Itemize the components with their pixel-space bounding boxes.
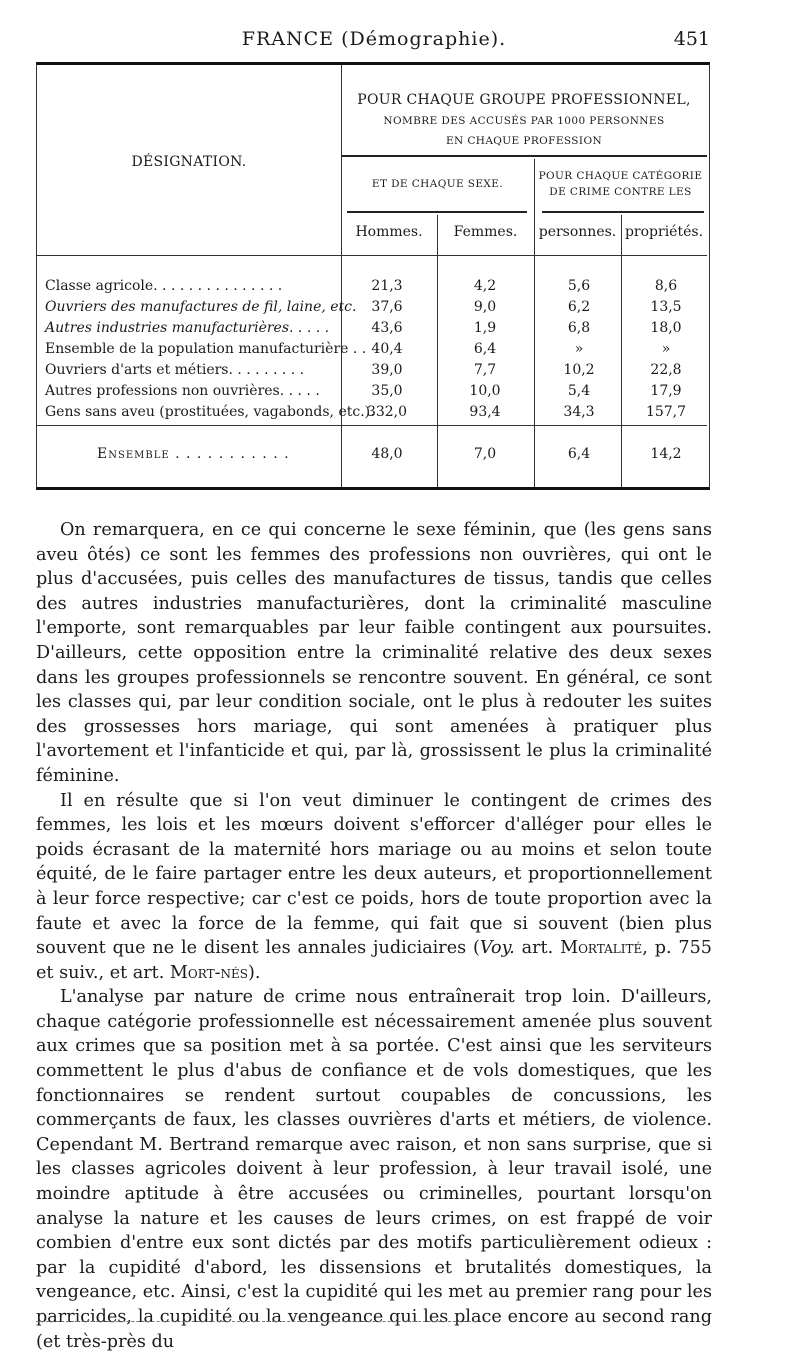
designation-header: DÉSIGNATION.	[131, 154, 247, 170]
crime-header-2: DE CRIME CONTRE LES	[549, 186, 692, 198]
value-femmes: 6,4	[473, 341, 497, 357]
value-personnes: 10,2	[563, 362, 595, 378]
value-hommes: 37,6	[371, 299, 403, 315]
group-subheader-2: EN CHAQUE PROFESSION	[445, 135, 603, 147]
value-hommes: 40,4	[371, 341, 403, 357]
paragraph-1: On remarquera, en ce qui concerne le sexe féminin, que (les gens sans aveu ôtés) ce sont les femmes des professions non ouvrières, qui ont le plus d'accusées, puis celles des manufactures de tissus, tandis que celles des autres industries manufacturières, dont la criminalité masculine l'emporte, sont remarquables par leur faible contingent aux poursuites. D'ailleurs, cette opposition entre la criminalité relative des deux sexes dans les groupes professionnels se rencontre souvent. En général, ce sont les classes qui, par leur condition sociale, ont le plus à redouter les suites des grossesses hors mariage, qui sont amenées à pratiquer plus l'avortement et l'infanticide et qui, par là, grossissent le plus la criminalité féminine.	[36, 520, 712, 786]
value-personnes: 34,3	[563, 404, 595, 420]
page-number: 451	[673, 28, 710, 50]
value-hommes: 332,0	[366, 404, 408, 420]
table-row	[37, 275, 709, 297]
value-proprietes: 157,7	[645, 404, 687, 420]
table-row	[37, 359, 709, 381]
table-hrule	[37, 425, 707, 426]
value-personnes: 6,2	[567, 299, 591, 315]
value-hommes: 35,0	[371, 383, 403, 399]
p2-text-c: , p. 755 et suiv., et art.	[36, 938, 713, 983]
row-label: Ensemble de la population manufacturière . .	[45, 341, 367, 357]
row-label: Classe agricole. . . . . . . . . . . . . . .	[45, 278, 283, 294]
row-label: Gens sans aveu (prostituées, vagabonds, etc.).	[45, 404, 375, 420]
total-hommes: 48,0	[371, 446, 403, 462]
column-header-hommes: Hommes.	[355, 224, 423, 240]
value-proprietes: 17,9	[650, 383, 682, 399]
footer-rule	[36, 1321, 476, 1322]
group-header: POUR CHAQUE GROUPE PROFESSIONNEL,	[357, 92, 691, 108]
column-header-personnes: personnes.	[538, 224, 617, 240]
row-label: Ouvriers d'arts et métiers. . . . . . . . .	[45, 362, 305, 378]
table-row	[37, 296, 709, 318]
p2-voy: Voy.	[479, 938, 515, 959]
paragraph-3: L'analyse par nature de crime nous entraînerait trop loin. D'ailleurs, chaque catégorie professionnelle est nécessairement amenée plus souvent aux crimes que sa position met à sa portée. C'est ainsi que les serviteurs commettent le plus d'abus de confiance et de vols domestiques, que les fonctionnaires se rendent surtout coupables de concussions, les commerçants de faux, les classes ouvrières d'arts et métiers, de violence. Cependant M. Bertrand remarque avec raison, et non sans surprise, que si les classes agricoles doivent à leur profession, à leur travail isolé, une moindre aptitude à être accusées ou criminelles, pourtant lorsqu'on analyse la nature et les causes de leurs crimes, on est frappé de voir combien d'entre eux sont dictés par des motifs particulièrement odieux : par la cupidité d'abord, les dissensions et brutalités domestiques, la vengeance, etc. Ainsi, c'est la cupidité qui les met au premier rang pour les parricides, la cupidité ou la vengeance qui les place encore au second rang (et très-près du	[36, 987, 712, 1352]
running-head	[38, 28, 710, 52]
column-header-femmes: Femmes.	[453, 224, 518, 240]
value-femmes: 4,2	[473, 278, 497, 294]
p2-ref-mort-nes: Mort-nés	[169, 962, 249, 983]
table-row	[37, 380, 709, 402]
total-personnes: 6,4	[567, 446, 591, 462]
table-hrule	[37, 255, 707, 256]
group-subheader-1: NOMBRE DES ACCUSÉS PAR 1000 PERSONNES	[383, 115, 665, 127]
crime-header-1: POUR CHAQUE CATÉGORIE	[538, 170, 703, 182]
running-title: FRANCE (Démographie).	[241, 28, 507, 50]
value-hommes: 43,6	[371, 320, 403, 336]
value-proprietes: 22,8	[650, 362, 682, 378]
value-proprietes: 18,0	[650, 320, 682, 336]
table-hrule	[341, 155, 707, 157]
value-personnes: »	[574, 341, 584, 357]
table-hrule	[347, 211, 527, 213]
value-femmes: 1,9	[473, 320, 497, 336]
p2-text-a: Il en résulte que si l'on veut diminuer le contingent de crimes des femmes, les lois et les mœurs doivent s'efforcer d'alléger pour elles le poids écrasant de la maternité hors mariage ou au moins et selon toute équité, de le faire partager entre les deux auteurs, et proportionnellement à leur force respective; car c'est ce poids, hors de toute proportion avec la faute et avec la force de la femme, qui fait que si souvent (bien plus souvent que ne le disent les annales judiciaires (	[36, 790, 712, 959]
table-row	[37, 317, 709, 339]
value-personnes: 6,8	[567, 320, 591, 336]
total-femmes: 7,0	[473, 446, 497, 462]
value-femmes: 93,4	[469, 404, 501, 420]
value-femmes: 9,0	[473, 299, 497, 315]
value-hommes: 21,3	[371, 278, 403, 294]
table-total-row	[37, 443, 709, 465]
value-femmes: 10,0	[469, 383, 501, 399]
row-label: Autres professions non ouvrières. . . . .	[45, 383, 320, 399]
value-femmes: 7,7	[473, 362, 497, 378]
p2-ref-mortalite: Mortalité	[560, 938, 643, 959]
value-proprietes: 8,6	[654, 278, 678, 294]
value-hommes: 39,0	[371, 362, 403, 378]
total-proprietes: 14,2	[650, 446, 682, 462]
row-label: Autres industries manufacturières. . . . .	[45, 320, 330, 336]
p2-text-b: art.	[514, 938, 561, 959]
table-row	[37, 338, 709, 360]
total-label: Ensemble . . . . . . . . . . .	[97, 446, 290, 462]
row-label: Ouvriers des manufactures de fil, laine, etc.	[45, 299, 357, 315]
value-proprietes: 13,5	[650, 299, 682, 315]
body-text	[36, 518, 712, 1354]
value-proprietes: »	[661, 341, 671, 357]
table-hrule	[542, 211, 704, 213]
sex-header: ET DE CHAQUE SEXE.	[371, 178, 504, 190]
statistics-table	[36, 62, 710, 490]
paragraph-2	[36, 789, 712, 986]
p2-text-d: ).	[248, 962, 261, 983]
value-personnes: 5,6	[567, 278, 591, 294]
table-row	[37, 401, 709, 423]
column-header-proprietes: propriétés.	[624, 224, 704, 240]
value-personnes: 5,4	[567, 383, 591, 399]
